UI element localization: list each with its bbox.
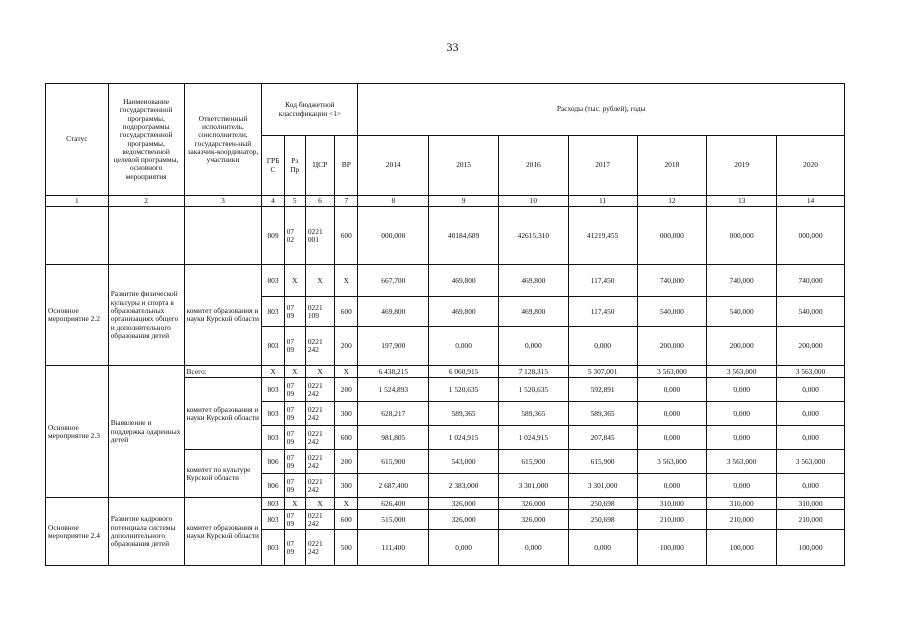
header-budget-code: Код бюджетной классификации <1> (262, 84, 358, 136)
value-cell: 0,000 (707, 426, 777, 450)
grbs-cell: X (262, 366, 284, 378)
rzpr-cell: X (284, 265, 305, 297)
value-cell: 1 024,915 (429, 426, 499, 450)
header-csr: ЦСР (305, 136, 334, 196)
table-row (46, 366, 845, 378)
value-cell: 0,000 (568, 530, 637, 566)
grbs-cell: 806 (262, 450, 284, 474)
value-cell: 250,698 (568, 498, 637, 510)
value-cell: 6 060,915 (429, 366, 499, 378)
value-cell: 3 563,000 (707, 450, 777, 474)
value-cell: 469,800 (498, 265, 568, 297)
value-cell: 197,900 (358, 327, 429, 366)
rzpr-cell: 07 09 (284, 327, 305, 366)
header-vr: ВР (335, 136, 358, 196)
csr-cell: 0221 242 (305, 426, 334, 450)
value-cell: 310,000 (637, 498, 707, 510)
executor-cell: комитет образования и науки Курской области (184, 378, 262, 450)
value-cell: 543,000 (429, 450, 499, 474)
value-cell: 3 301,000 (498, 474, 568, 498)
value-cell: 589,365 (568, 402, 637, 426)
grbs-cell: 803 (262, 498, 284, 510)
vr-cell: X (335, 498, 358, 510)
csr-cell: 0221 109 (305, 297, 334, 327)
value-cell: 210,000 (777, 510, 845, 530)
value-cell: 117,450 (568, 297, 637, 327)
value-cell: 326,000 (498, 498, 568, 510)
rzpr-cell: 07 09 (284, 474, 305, 498)
header-year: 2014 (358, 136, 429, 196)
grbs-cell: 803 (262, 265, 284, 297)
value-cell: 310,000 (707, 498, 777, 510)
grbs-cell: 806 (262, 474, 284, 498)
value-cell: 740,000 (707, 265, 777, 297)
value-cell: 1 524,893 (358, 378, 429, 402)
executor-cell: комитет по культуре Курской области (184, 450, 262, 498)
value-cell: 469,800 (498, 297, 568, 327)
value-cell: 0,000 (429, 530, 499, 566)
column-number: 10 (498, 196, 568, 207)
status-cell: Основное мероприятие 2.2 (46, 265, 109, 366)
value-cell: 117,450 (568, 265, 637, 297)
csr-cell: 0221 242 (305, 378, 334, 402)
column-number: 2 (108, 196, 184, 207)
budget-table (45, 83, 845, 566)
value-cell: 111,400 (358, 530, 429, 566)
value-cell: 326,000 (429, 498, 499, 510)
value-cell: 3 563,000 (637, 450, 707, 474)
value-cell: 628,217 (358, 402, 429, 426)
value-cell: 000,000 (707, 207, 777, 265)
rzpr-cell: 07 02 (284, 207, 305, 265)
column-number: 8 (358, 196, 429, 207)
value-cell: 2 687,400 (358, 474, 429, 498)
value-cell: 41219,455 (568, 207, 637, 265)
value-cell: 667,700 (358, 265, 429, 297)
column-number: 14 (777, 196, 845, 207)
value-cell: 515,000 (358, 510, 429, 530)
value-cell: 540,000 (777, 297, 845, 327)
value-cell: 0,000 (777, 378, 845, 402)
vr-cell: 300 (335, 402, 358, 426)
vr-cell: 200 (335, 378, 358, 402)
value-cell: 540,000 (707, 297, 777, 327)
executor-cell: комитет образования и науки Курской области (184, 498, 262, 566)
value-cell: 626,400 (358, 498, 429, 510)
value-cell: 0,000 (707, 378, 777, 402)
total-label: Всего: (184, 366, 262, 378)
value-cell: 589,365 (429, 402, 499, 426)
header-year: 2015 (429, 136, 499, 196)
value-cell: 740,000 (777, 265, 845, 297)
rzpr-cell: 07 09 (284, 402, 305, 426)
value-cell: 207,845 (568, 426, 637, 450)
csr-cell: 0221 242 (305, 450, 334, 474)
value-cell: 42615,310 (498, 207, 568, 265)
value-cell: 200,000 (637, 327, 707, 366)
vr-cell: 200 (335, 327, 358, 366)
rzpr-cell: 07 09 (284, 510, 305, 530)
header-year: 2019 (707, 136, 777, 196)
rzpr-cell: X (284, 498, 305, 510)
column-number: 11 (568, 196, 637, 207)
value-cell: 0,000 (498, 530, 568, 566)
column-number: 1 (46, 196, 109, 207)
column-number: 13 (707, 196, 777, 207)
name-cell (108, 207, 184, 265)
value-cell: 100,000 (777, 530, 845, 566)
csr-cell: 0221 001 (305, 207, 334, 265)
rzpr-cell: 07 09 (284, 378, 305, 402)
header-name: Наименование государственной программы, подпрограммы государственной программы, ведомственной целевой программы, основного мероприятия (108, 84, 184, 196)
rzpr-cell: 07 09 (284, 426, 305, 450)
column-number: 9 (429, 196, 499, 207)
value-cell: 3 563,000 (777, 366, 845, 378)
header-expenses: Расходы (тыс. рублей), годы (358, 84, 845, 136)
value-cell: 3 563,000 (637, 366, 707, 378)
value-cell: 000,000 (777, 207, 845, 265)
value-cell: 0,000 (637, 378, 707, 402)
value-cell: 1 024,915 (498, 426, 568, 450)
value-cell: 615,900 (568, 450, 637, 474)
value-cell: 0,000 (429, 327, 499, 366)
value-cell: 6 438,215 (358, 366, 429, 378)
value-cell: 326,000 (498, 510, 568, 530)
header-grbs: ГРБ С (262, 136, 284, 196)
executor-cell: комитет образования и науки Курской области (184, 265, 262, 366)
value-cell: 40184,689 (429, 207, 499, 265)
grbs-cell: 803 (262, 530, 284, 566)
table-row (46, 498, 845, 510)
column-number: 4 (262, 196, 284, 207)
status-cell: Основное мероприятие 2.3 (46, 366, 109, 498)
value-cell: 469,800 (429, 297, 499, 327)
grbs-cell: 803 (262, 426, 284, 450)
status-cell: Основное мероприятие 2.4 (46, 498, 109, 566)
header-row (46, 84, 845, 136)
table-row (46, 207, 845, 265)
value-cell: 0,000 (777, 474, 845, 498)
value-cell: 310,000 (777, 498, 845, 510)
value-cell: 000,000 (358, 207, 429, 265)
column-number: 5 (284, 196, 305, 207)
grbs-cell: 803 (262, 297, 284, 327)
value-cell: 0,000 (707, 474, 777, 498)
status-cell (46, 207, 109, 265)
value-cell: 5 307,001 (568, 366, 637, 378)
rzpr-cell: 07 09 (284, 297, 305, 327)
header-year: 2017 (568, 136, 637, 196)
column-number: 6 (305, 196, 334, 207)
value-cell: 200,000 (707, 327, 777, 366)
value-cell: 592,891 (568, 378, 637, 402)
vr-cell: 600 (335, 510, 358, 530)
value-cell: 3 563,000 (707, 366, 777, 378)
vr-cell: X (335, 265, 358, 297)
csr-cell: X (305, 498, 334, 510)
value-cell: 200,000 (777, 327, 845, 366)
value-cell: 100,000 (707, 530, 777, 566)
value-cell: 0,000 (637, 402, 707, 426)
value-cell: 250,698 (568, 510, 637, 530)
grbs-cell: 809 (262, 207, 284, 265)
page-number: 33 (446, 40, 459, 54)
value-cell: 2 383,000 (429, 474, 499, 498)
header-year: 2018 (637, 136, 707, 196)
value-cell: 3 563,000 (777, 450, 845, 474)
value-cell: 615,900 (498, 450, 568, 474)
value-cell: 469,800 (358, 297, 429, 327)
executor-cell (184, 207, 262, 265)
name-cell: Выявление и поддержка одаренных детей (108, 366, 184, 498)
value-cell: 0,000 (637, 426, 707, 450)
column-number-row (46, 196, 845, 207)
value-cell: 740,000 (637, 265, 707, 297)
csr-cell: 0221 242 (305, 402, 334, 426)
name-cell: Развитие физической культуры и спорта в образовательных организациях общего и дополнительного образования детей (108, 265, 184, 366)
table-row (46, 265, 845, 297)
value-cell: 000,000 (637, 207, 707, 265)
value-cell: 210,000 (637, 510, 707, 530)
csr-cell: 0221 242 (305, 474, 334, 498)
value-cell: 0,000 (777, 402, 845, 426)
value-cell: 0,000 (707, 402, 777, 426)
value-cell: 326,000 (429, 510, 499, 530)
rzpr-cell: 07 09 (284, 450, 305, 474)
vr-cell: 600 (335, 426, 358, 450)
value-cell: 0,000 (637, 474, 707, 498)
value-cell: 469,800 (429, 265, 499, 297)
csr-cell: X (305, 265, 334, 297)
header-status: Статус (46, 84, 109, 196)
value-cell: 540,000 (637, 297, 707, 327)
value-cell: 210,000 (707, 510, 777, 530)
column-number: 12 (637, 196, 707, 207)
value-cell: 615,900 (358, 450, 429, 474)
value-cell: 100,000 (637, 530, 707, 566)
value-cell: 1 520,635 (498, 378, 568, 402)
csr-cell: 0221 242 (305, 327, 334, 366)
header-rzpr: Рз Пр (284, 136, 305, 196)
vr-cell: 600 (335, 207, 358, 265)
value-cell: 3 301,000 (568, 474, 637, 498)
csr-cell: X (305, 366, 334, 378)
value-cell: 0,000 (777, 426, 845, 450)
csr-cell: 0221 242 (305, 530, 334, 566)
column-number: 7 (335, 196, 358, 207)
grbs-cell: 803 (262, 510, 284, 530)
column-number: 3 (184, 196, 262, 207)
csr-cell: 0221 242 (305, 510, 334, 530)
vr-cell: X (335, 366, 358, 378)
value-cell: 0,000 (498, 327, 568, 366)
rzpr-cell: 07 09 (284, 530, 305, 566)
grbs-cell: 803 (262, 402, 284, 426)
vr-cell: 600 (335, 297, 358, 327)
value-cell: 7 128,315 (498, 366, 568, 378)
value-cell: 981,805 (358, 426, 429, 450)
vr-cell: 300 (335, 474, 358, 498)
header-year: 2020 (777, 136, 845, 196)
header-year: 2016 (498, 136, 568, 196)
rzpr-cell: X (284, 366, 305, 378)
vr-cell: 500 (335, 530, 358, 566)
vr-cell: 200 (335, 450, 358, 474)
header-executor: Ответственный исполнитель, соисполнители, государствен-ный заказчик-координатор, участники (184, 84, 262, 196)
name-cell: Развитие кадрового потенциала системы дополнительного образования детей (108, 498, 184, 566)
value-cell: 1 520,635 (429, 378, 499, 402)
value-cell: 0,000 (568, 327, 637, 366)
grbs-cell: 803 (262, 327, 284, 366)
grbs-cell: 803 (262, 378, 284, 402)
value-cell: 589,365 (498, 402, 568, 426)
